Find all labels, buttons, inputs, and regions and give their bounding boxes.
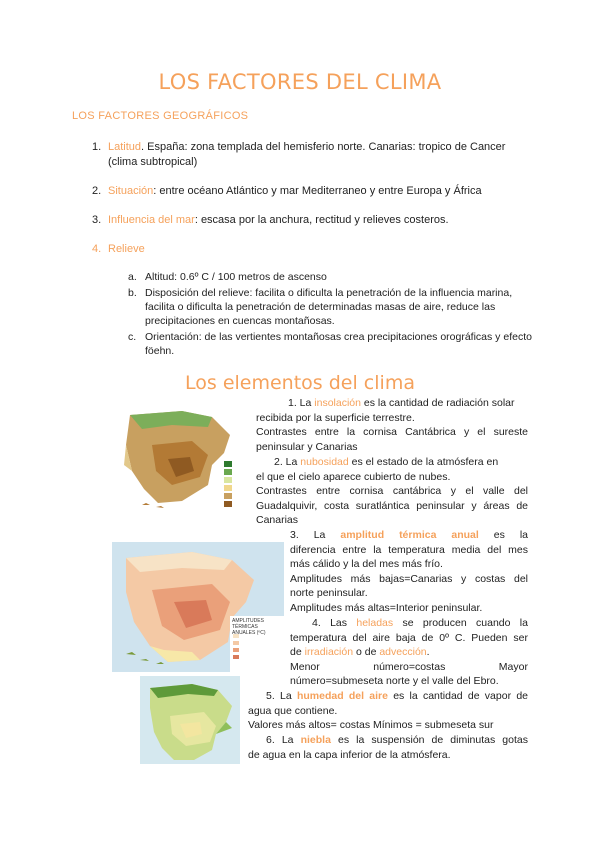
term-latitud: Latitud — [108, 141, 142, 153]
term-situacion: Situación — [108, 185, 154, 197]
element-amplitud: 3. La amplitud térmica anual es la diferencia entre la temperatura media del mes más cálido y la del mes más frío. Amplitudes más bajas=Canarias y costas del norte peninsular. Amplitudes más altas=Interior peninsular. — [290, 529, 528, 614]
map-legend-title: AMPLITUDES TÉRMICAS ANUALES (ºC) — [232, 618, 266, 636]
element-humedad: 5. La humedad del aire es la cantidad de vapor de agua que contiene. Valores más altos= costas Mínimos = submeseta sur — [248, 690, 528, 732]
document-page: LOS FACTORES DEL CLIMA LOS FACTORES GEOGRÁFICOS 1. Latitud. España: zona templada del hemisferio norte. Canarias: tropico de Cancer (clima subtropical) 2. Situación: entre océano Atlántico y mar Mediterraneo y entre Europa y África 3. Influencia del mar: escasa por la anchura, rectitud y relieves costeros. 4. Relieve a. Altitud: 0.6º C / 100 metros de ascenso b. Disposición del relieve: facilita o dificulta la penetración de la influencia marina, facilita o dificulta la penetración de determinadas masas de aire, reduce las precipitaciones en cuencas montañosas. c. Orientación: de las vertientes montañosas crea precipitaciones orográficas y efecto föehn. Los elementos del clima AMPLITUDES TÉRMICAS ANUALES (ºC) 1. La insolación es la cantidad de radiación solar recibida por la superficie terrestre. Contrastes entre la cornisa Cantábrica y el sureste peninsular y Canarias 2. La nubosidad es el estado de la atmósfera en el que el cielo aparece cubierto de nubes. Contrastes entre cornisa cantábrica y el valle del Guadalquivir, costa suratlántica peninsular y áreas de Canarias 3. La amplitud térmica anual es la diferencia entre la temperatura media del mes más cálido y la del mes más frío. Amplitudes más bajas=Canarias y costas del norte peninsular. Amplitudes más altas=Interior peninsular. 4. Las heladas se producen cuando la temperatura del aire baja de 0º C. Pueden ser de irradiación o de advección. Menor número=costas Mayor número=submeseta norte y el valle del Ebro. 5. La humedad del aire es la cantidad de vapor de agua que contiene. Valores más altos= costas Mínimos = submeseta sur 6. La niebla es la suspensión de diminutas gotas de agua en la capa inferior de la atmósfera. — [0, 0, 600, 848]
element-nubosidad: 2. La nubosidad es el estado de la atmósfera en el que el cielo aparece cubierto de nubes. Contrastes entre cornisa cantábrica y el valle del Guadalquivir, costa suratlántica peninsular y áreas de Canarias — [256, 456, 528, 527]
element-niebla: 6. La niebla es la suspensión de diminutas gotas de agua en la capa inferior de la atmósfera. — [248, 734, 528, 761]
term-insolacion: insolación — [314, 397, 361, 409]
term-amplitud-termica: amplitud térmica anual — [340, 529, 479, 541]
spain-amplitude-map-icon — [112, 542, 284, 672]
term-irradiacion: irradiación — [304, 646, 354, 659]
term-nubosidad: nubosidad — [300, 456, 349, 468]
map-insolacion — [112, 405, 254, 513]
map-humedad — [140, 676, 240, 764]
term-heladas: heladas — [356, 617, 394, 629]
page-title: LOS FACTORES DEL CLIMA — [158, 70, 442, 94]
element-heladas: 4. Las heladas se producen cuando la temperatura del aire baja de 0º C. Pueden ser de irradiación o de advección. Menor número=costas Mayor número=submeseta norte y el valle del Ebro. — [290, 617, 528, 688]
term-influencia-mar: Influencia del mar — [108, 214, 195, 226]
term-adveccion: advección — [379, 646, 427, 659]
section-subheading: LOS FACTORES GEOGRÁFICOS — [72, 110, 249, 122]
map-amplitud-termica — [112, 542, 284, 672]
term-humedad-aire: humedad del aire — [296, 690, 388, 702]
spain-insolation-map-icon — [112, 405, 254, 513]
spain-humidity-map-icon — [140, 676, 240, 764]
element-insolacion: 1. La insolación es la cantidad de radiación solar recibida por la superficie terrestre. Contrastes entre la cornisa Cantábrica y el sureste peninsular y Canarias — [256, 397, 528, 453]
term-niebla: niebla — [300, 734, 331, 746]
term-relieve: Relieve — [108, 243, 145, 255]
elements-heading: Los elementos del clima — [185, 372, 415, 394]
